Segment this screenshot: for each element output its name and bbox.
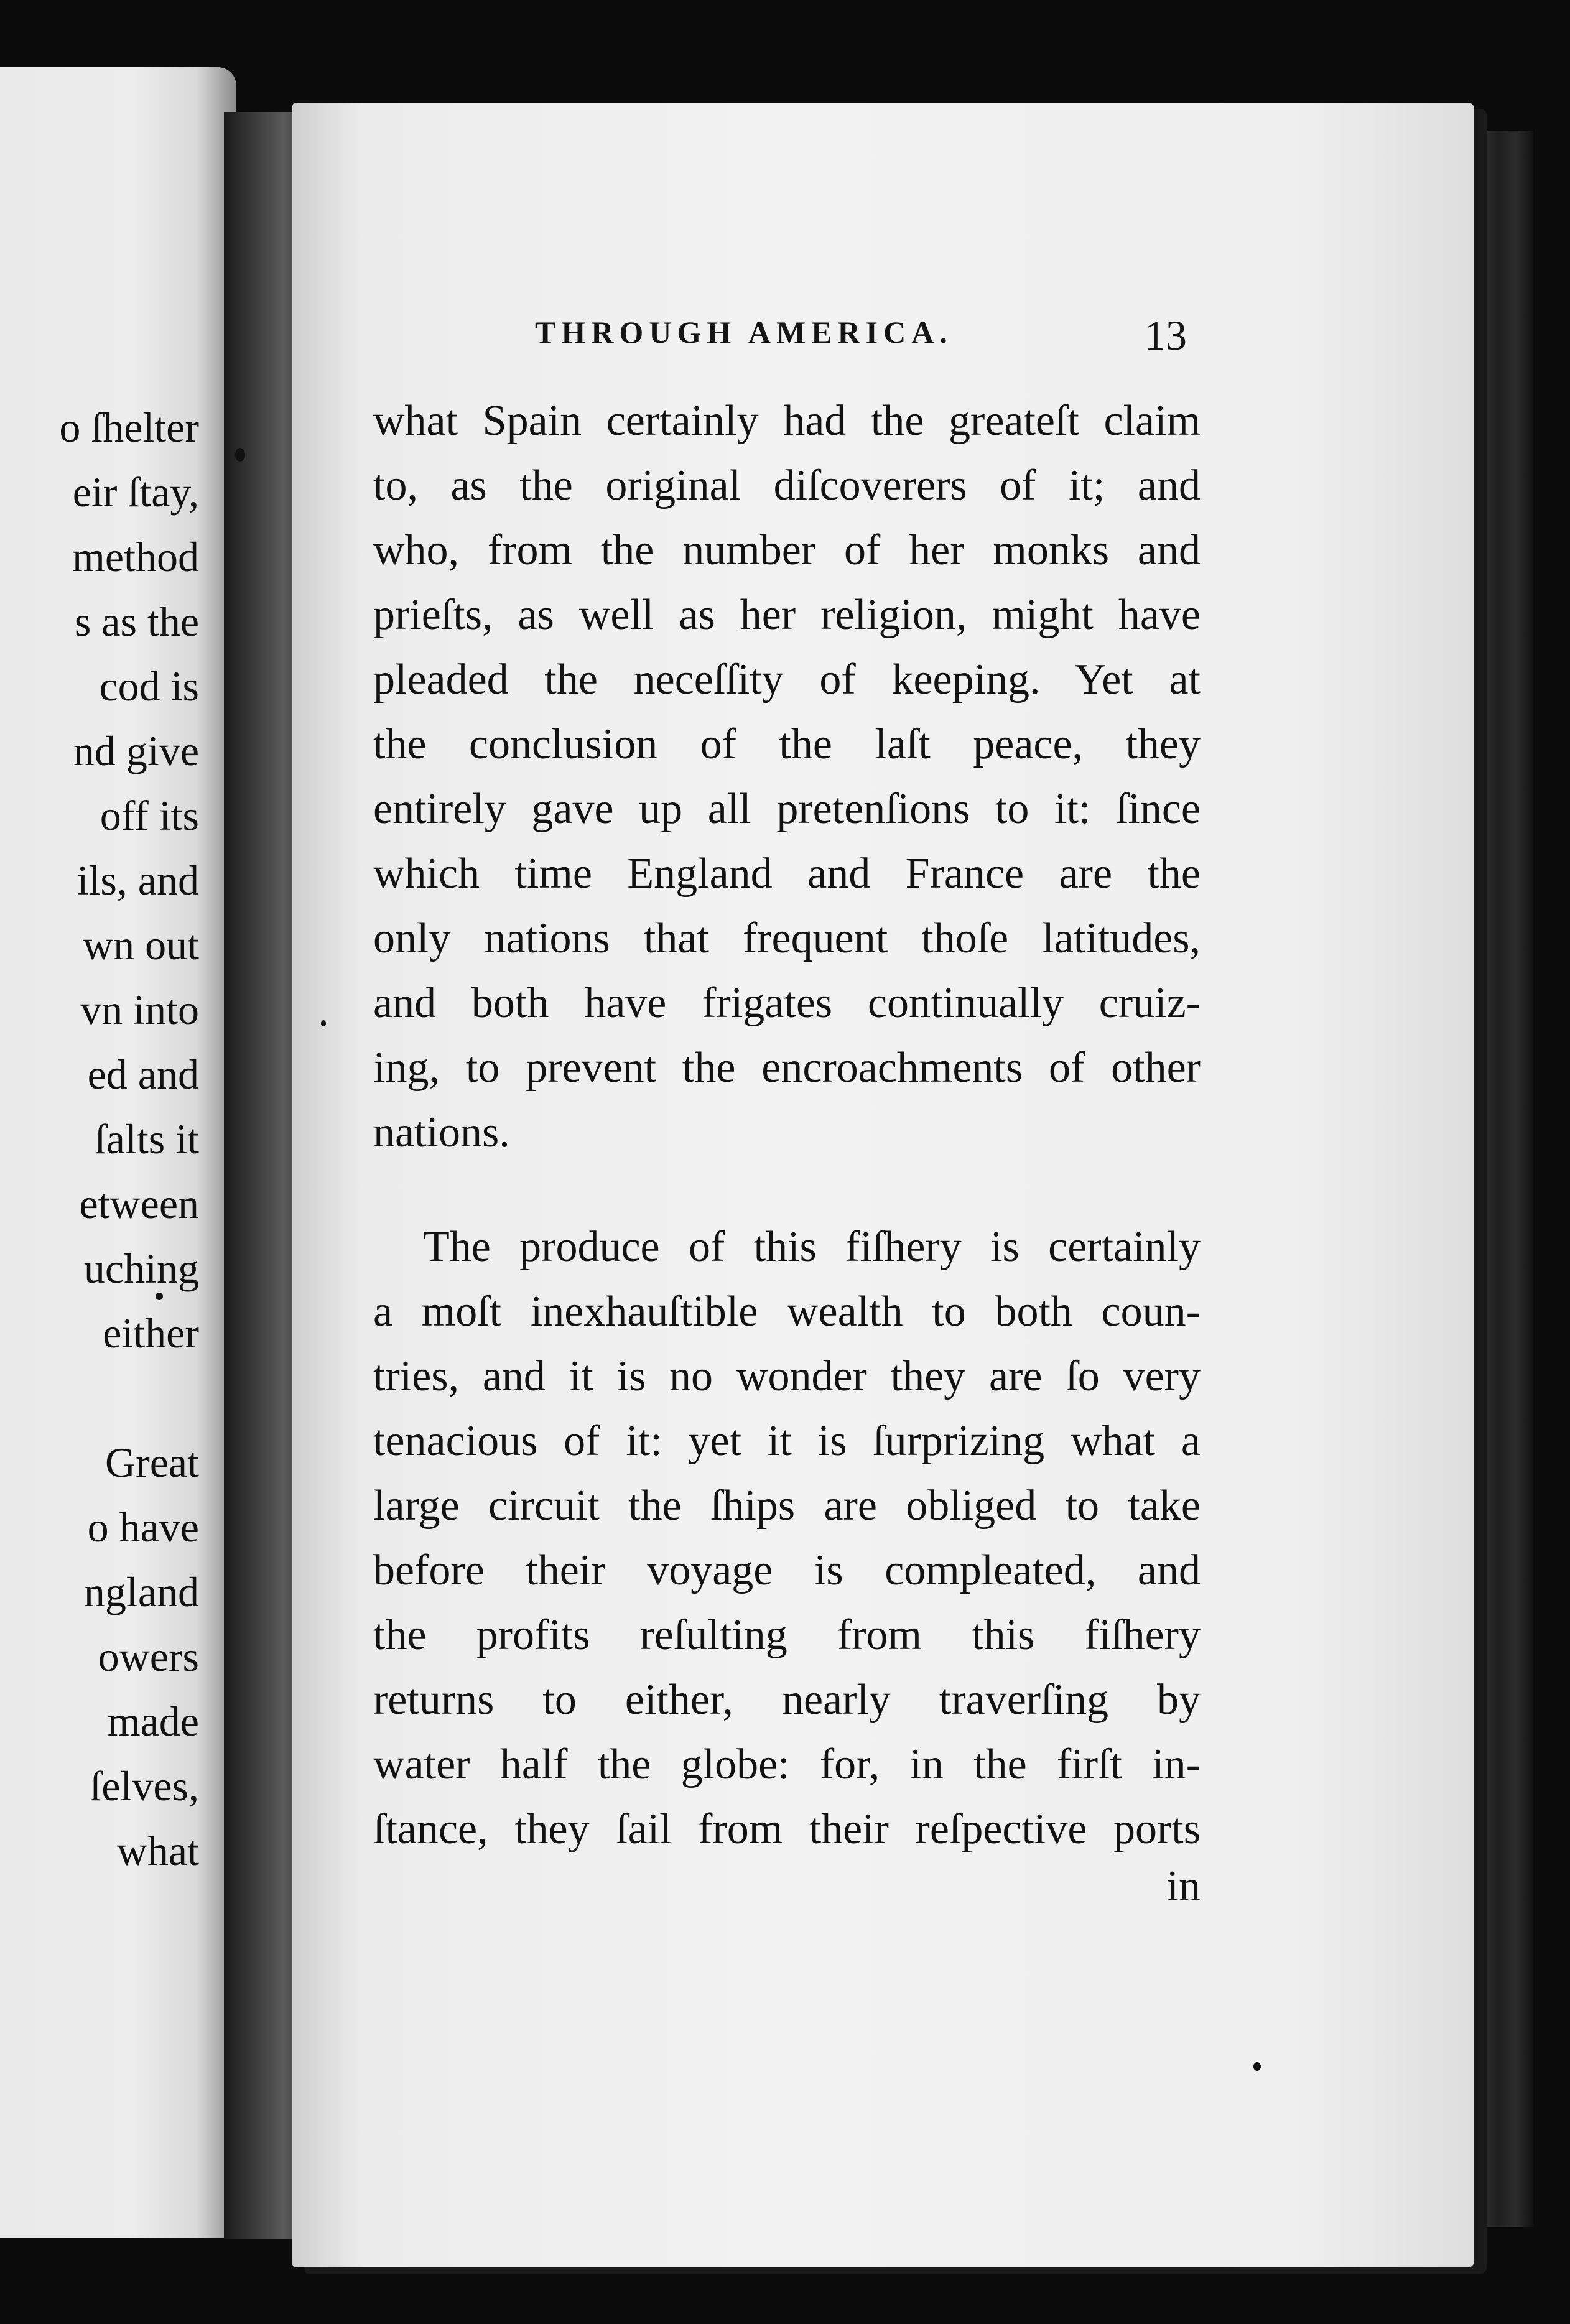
text-line: before their voyage is compleated, and xyxy=(373,1546,1201,1594)
ink-speck xyxy=(321,1020,326,1026)
left-page-line: ſelves, xyxy=(90,1762,199,1810)
left-page-line: either xyxy=(103,1309,199,1357)
left-page-line: eir ſtay, xyxy=(72,468,199,516)
left-page-line: wn out xyxy=(83,921,199,969)
text-line: the profits reſulting from this fiſhery xyxy=(373,1611,1201,1659)
left-page-line: etween xyxy=(79,1180,199,1227)
text-line: and both have frigates continually cruiz- xyxy=(373,979,1201,1027)
text-line: what Spain certainly had the greateſt claim xyxy=(373,397,1201,445)
left-page-line: o have xyxy=(87,1504,199,1551)
left-page-line: made xyxy=(107,1698,199,1745)
left-page-line: ſalts it xyxy=(94,1115,199,1163)
left-page-line: method xyxy=(72,533,199,580)
running-head: THROUGH AMERICA. xyxy=(535,315,953,350)
text-line: entirely gave up all pretenſions to it: ſince xyxy=(373,785,1201,833)
left-page-line: nd give xyxy=(73,727,199,774)
paragraph-1 xyxy=(373,389,1201,1165)
text-line: returns to either, nearly traverſing by xyxy=(373,1676,1201,1724)
text-line: large circuit the ſhips are obliged to take xyxy=(373,1482,1201,1530)
text-line: a moſt inexhauſtible wealth to both coun- xyxy=(373,1288,1201,1336)
text-line: tenacious of it: yet it is ſurprizing what a xyxy=(373,1417,1201,1465)
text-line: the conclusion of the laſt peace, they xyxy=(373,720,1201,768)
text-line: prieſts, as well as her religion, might have xyxy=(373,591,1201,639)
text-line: which time England and France are the xyxy=(373,850,1201,898)
text-line: nations. xyxy=(373,1109,510,1156)
left-page-line: ed and xyxy=(87,1051,199,1098)
left-page-line: vn into xyxy=(80,986,199,1033)
left-page-line: owers xyxy=(98,1633,199,1680)
paragraph-2 xyxy=(373,1215,1201,1862)
left-page-line: Great xyxy=(105,1439,199,1486)
text-line: ſtance, they ſail from their reſpective ports xyxy=(373,1805,1201,1853)
body-text xyxy=(373,389,1201,1927)
left-page-line: cod is xyxy=(99,662,199,710)
left-page-line: ngland xyxy=(83,1568,199,1615)
left-page-line: s as the xyxy=(74,598,199,645)
text-line: only nations that frequent thoſe latitudes, xyxy=(373,914,1201,962)
catchword-row xyxy=(373,1862,1201,1927)
text-line: who, from the number of her monks and xyxy=(373,526,1201,574)
text-line: water half the globe: for, in the firſt in- xyxy=(373,1741,1201,1788)
left-page-line: ils, and xyxy=(77,857,199,904)
paragraph-gap xyxy=(373,1165,1201,1215)
left-page-line: uching xyxy=(83,1245,199,1292)
ink-speck xyxy=(1253,2062,1261,2071)
text-line: to, as the original diſcoverers of it; and xyxy=(373,462,1201,509)
ink-speck xyxy=(156,1293,163,1300)
text-line: ing, to prevent the encroachments of other xyxy=(373,1044,1201,1092)
left-page-line: off its xyxy=(100,792,199,839)
text-line: The produce of this fiſhery is certainly xyxy=(423,1223,1201,1271)
catchword: in xyxy=(1166,1862,1201,1910)
left-page xyxy=(0,67,236,2238)
text-line: pleaded the neceſſity of keeping. Yet at xyxy=(373,656,1201,704)
ink-speck xyxy=(235,448,245,462)
text-line: tries, and it is no wonder they are ſo very xyxy=(373,1352,1201,1400)
left-page-line: what xyxy=(116,1827,199,1874)
page-edge xyxy=(1474,131,1533,2227)
left-page-line: o ſhelter xyxy=(59,404,199,451)
page-number: 13 xyxy=(1145,312,1187,359)
